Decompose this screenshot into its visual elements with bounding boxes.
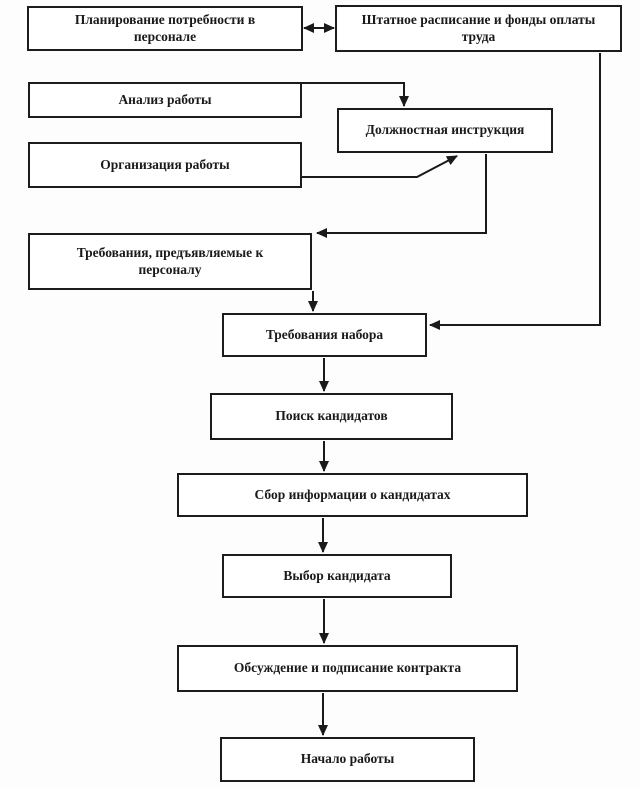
node-work-organization: Организация работы [28,142,302,188]
connector-analysis-to-description [302,83,404,106]
node-work-start: Начало работы [220,737,475,782]
node-planning: Планирование потребности в персонале [27,6,303,51]
connector-staffing-to-recruitment [430,53,600,325]
node-job-analysis: Анализ работы [28,82,302,118]
node-job-description: Должностная инструкция [337,108,553,153]
node-staffing: Штатное расписание и фонды оплаты труда [335,5,622,52]
node-contract-signing: Обсуждение и подписание контракта [177,645,518,692]
node-information-gathering: Сбор информации о кандидатах [177,473,528,517]
node-recruitment-requirements: Требования набора [222,313,427,357]
connector-organization-to-description [302,156,457,177]
node-candidate-search: Поиск кандидатов [210,393,453,440]
node-personnel-requirements: Требования, предъявляемые к персоналу [28,233,312,290]
connector-description-to-requirements [317,154,486,233]
node-candidate-selection: Выбор кандидата [222,554,452,598]
